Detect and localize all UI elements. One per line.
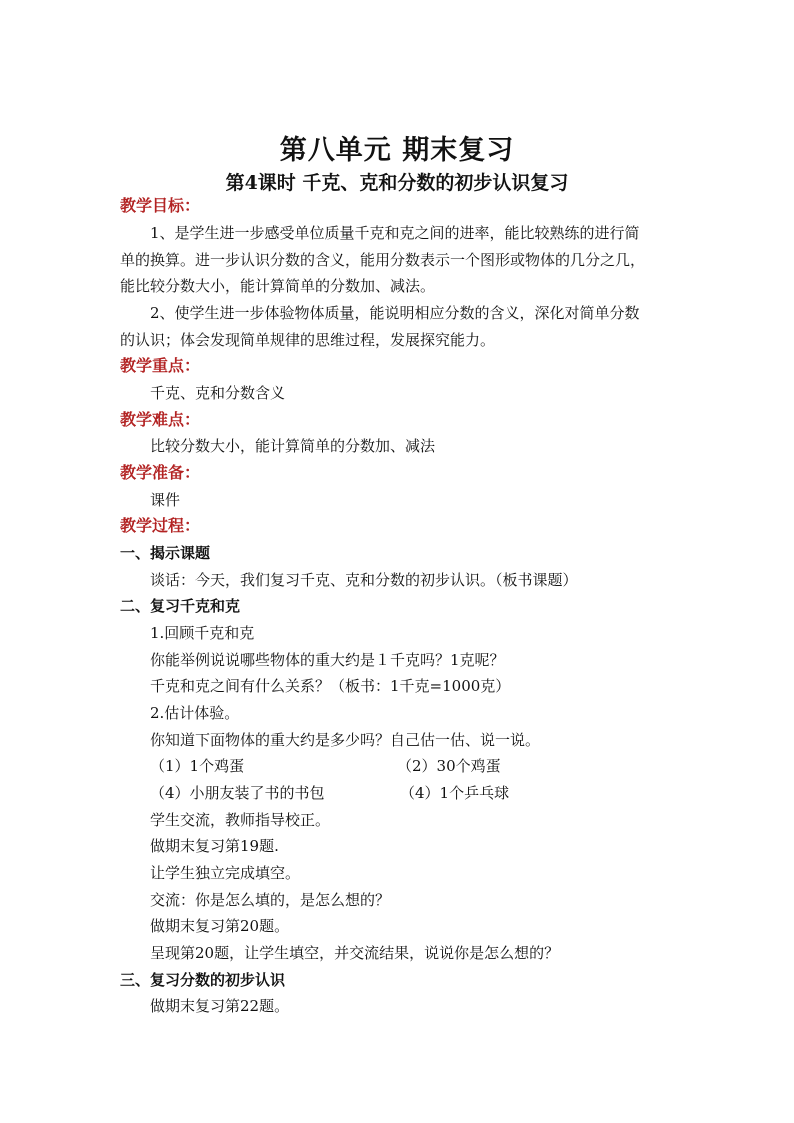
section-2-line: 做期末复习第20题。 [150, 917, 290, 935]
objective-1-line-1: 1、是学生进一步感受单位质量千克和克之间的进率，能比较熟练的进行简 [150, 224, 640, 242]
objective-1-line-2: 单的换算。进一步认识分数的含义，能用分数表示一个图形或物体的几分之几， [120, 251, 646, 269]
section-3-title: 三、复习分数的初步认识 [120, 971, 286, 989]
objectives-heading: 教学目标： [120, 196, 201, 215]
difficulties-heading: 教学难点： [120, 410, 201, 429]
key-points-heading: 教学重点： [120, 356, 201, 375]
section-1-title: 一、揭示课题 [120, 544, 211, 562]
section-2-line: 你能举例说说哪些物体的重大约是１千克吗？1克呢？ [150, 651, 505, 669]
section-2-line: 呈现第20题，让学生填空，并交流结果，说说你是怎么想的？ [150, 944, 560, 962]
objective-2-line-1: 2、使学生进一步体验物体质量，能说明相应分数的含义，深化对简单分数 [150, 304, 640, 322]
key-points-text: 千克、克和分数含义 [150, 384, 286, 402]
section-2-title: 二、复习千克和克 [120, 597, 241, 615]
estimate-item: （2）30个鸡蛋 [397, 757, 501, 775]
estimate-item: （4）小朋友装了书的书包 [150, 784, 325, 802]
objective-2-line-2: 的认识；体会发现简单规律的思维过程，发展探究能力。 [120, 331, 496, 349]
section-2-line: 1.回顾千克和克 [150, 624, 255, 642]
section-2-line: 2.估计体验。 [150, 704, 240, 722]
section-3-text: 做期末复习第22题。 [150, 997, 290, 1015]
section-2-line: 让学生独立完成填空。 [150, 864, 301, 882]
section-1-text: 谈话：今天，我们复习千克、克和分数的初步认识。（板书课题） [150, 571, 578, 589]
lesson-subtitle: 第4课时 千克、克和分数的初步认识复习 [225, 172, 569, 194]
section-2-line: 交流：你是怎么填的，是怎么想的？ [150, 891, 391, 909]
estimate-item: （4）1个乒乓球 [400, 784, 510, 802]
section-2-line: 千克和克之间有什么关系？（板书：1千克=1000克） [150, 677, 511, 695]
difficulties-text: 比较分数大小，能计算简单的分数加、减法 [150, 437, 436, 455]
section-2-line: 做期末复习第19题. [150, 837, 279, 855]
section-2-line: 学生交流，教师指导校正。 [150, 811, 331, 829]
preparation-text: 课件 [150, 491, 181, 509]
process-heading: 教学过程： [120, 516, 201, 535]
page-title: 第八单元 期末复习 [279, 135, 515, 166]
objective-1-line-3: 能比较分数大小，能计算简单的分数加、减法。 [120, 277, 436, 295]
section-2-line: 你知道下面物体的重大约是多少吗？自己估一估、说一说。 [150, 731, 541, 749]
preparation-heading: 教学准备： [120, 463, 201, 482]
estimate-item: （1）1个鸡蛋 [150, 757, 245, 775]
